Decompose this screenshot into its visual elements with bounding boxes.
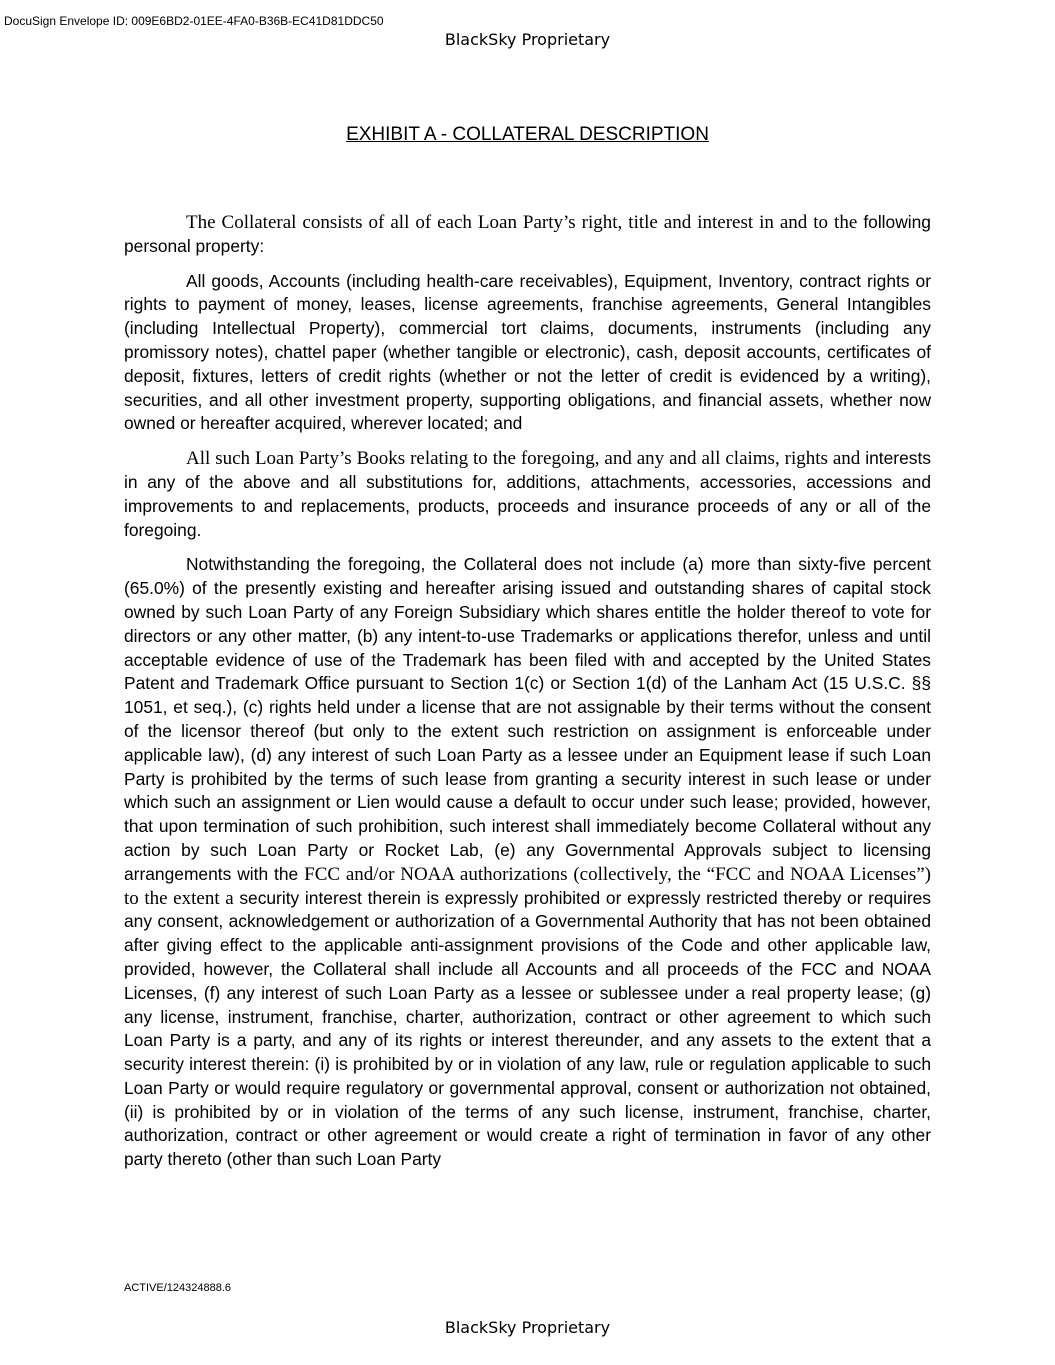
document-body: [124, 211, 931, 1183]
paragraph-collateral-intro: [124, 211, 931, 259]
paragraph-books: [124, 447, 931, 542]
exhibit-title: EXHIBIT A - COLLATERAL DESCRIPTION: [346, 124, 709, 145]
exclusions-serif-line: FCC and/or NOAA authorizations (collectively, the “FCC and NOAA Licenses”) to the extent a: [124, 863, 931, 909]
exclusions-text-a: Notwithstanding the foregoing, the Collateral does not include (a) more than sixty-five percent (65.0%) of the presently existing and hereafter arising issued and outstanding shares of capital stock owned by such Loan Party of any Foreign Subsidiary which shares entitle the holder thereof to vote for directors or any other matter, (b) any intent-to-use Trademarks or applications therefor, unless and until acceptable evidence of use of the Trademark has been filed with and accepted by the United States Patent and Trademark Office pursuant to Section 1(c) or Section 1(d) of the Lanham Act (15 U.S.C. §§ 1051, et seq.), (c) rights held under a license that are not assignable by their terms without the consent of the licensor thereof (but only to the extent such restriction on assignment is enforceable under applicable law), (d) any interest of such Loan Party as a lessee under an Equipment lease if such Loan Party is prohibited by the terms of such lease from granting a security interest in such lease or under which such an assignment or Lien would cause a default to occur under such lease; provided, however, that upon termination of such prohibition, such interest shall immediately become Collateral without any action by such Loan Party or Rocket Lab, (e) any Governmental Approvals subject to licensing arrangements with the: [124, 554, 931, 884]
paragraph-goods: All goods, Accounts (including health-care receivables), Equipment, Inventory, contract rights or rights to payment of money, leases, license agreements, franchise agreements, General Intangibles (including Intellectual Property), commercial tort claims, documents, instruments (including any promissory notes), chattel paper (whether tangible or electronic), cash, deposit accounts, certificates of deposit, fixtures, letters of credit rights (whether or not the letter of credit is evidenced by a writing), securities, and all other investment property, supporting obligations, and financial assets, whether now owned or hereafter acquired, wherever located; and: [124, 270, 931, 434]
exclusions-text-c: security interest therein is expressly prohibited or expressly restricted thereby or requires any consent, acknowledgement or authorization of a Governmental Authority that has not been obtained after giving effect to the applicable anti-assignment provisions of the Code and other applicable law, provided, however, the Collateral shall include all Accounts and all proceeds of the FCC and NOAA Licenses, (f) any interest of such Loan Party as a lessee or sublessee under a real property lease; (g) any license, instrument, franchise, charter, authorization, contract or other agreement to which such Loan Party is a party, and any of its rights or interest thereunder, and any assets to the extent that a security interest therein: (i) is prohibited by or in violation of any law, rule or regulation applicable to such Loan Party or would require regulatory or governmental approval, consent or authorization not obtained, (ii) is prohibited by or in violation of the terms of any such license, instrument, franchise, charter, authorization, contract or other agreement or would create a right of termination in favor of any other party thereto (other than such Loan Party: [124, 887, 931, 1170]
intro-serif-line: The Collateral consists of all of each Loan Party’s right, title and interest in and to the: [186, 212, 858, 233]
books-sans-text: interests in any of the above and all substitutions for, additions, attachments, accessories, accessions and improvements to and replacements, products, proceeds and insurance proceeds of any or all of the foregoing.: [124, 448, 931, 540]
books-serif-line: All such Loan Party’s Books relating to the foregoing, and any and all claims, rights and: [186, 448, 861, 470]
intro-sans-line: following personal property:: [124, 212, 931, 256]
paragraph-exclusions: [124, 553, 931, 1172]
footer-proprietary-label: BlackSky Proprietary: [444, 1318, 611, 1337]
footer-document-id: ACTIVE/124324888.6: [124, 1282, 232, 1294]
header-proprietary-label: BlackSky Proprietary: [444, 30, 611, 49]
docusign-envelope-id: DocuSign Envelope ID: 009E6BD2-01EE-4FA0-B36B-EC41D81DDC50: [4, 14, 384, 28]
